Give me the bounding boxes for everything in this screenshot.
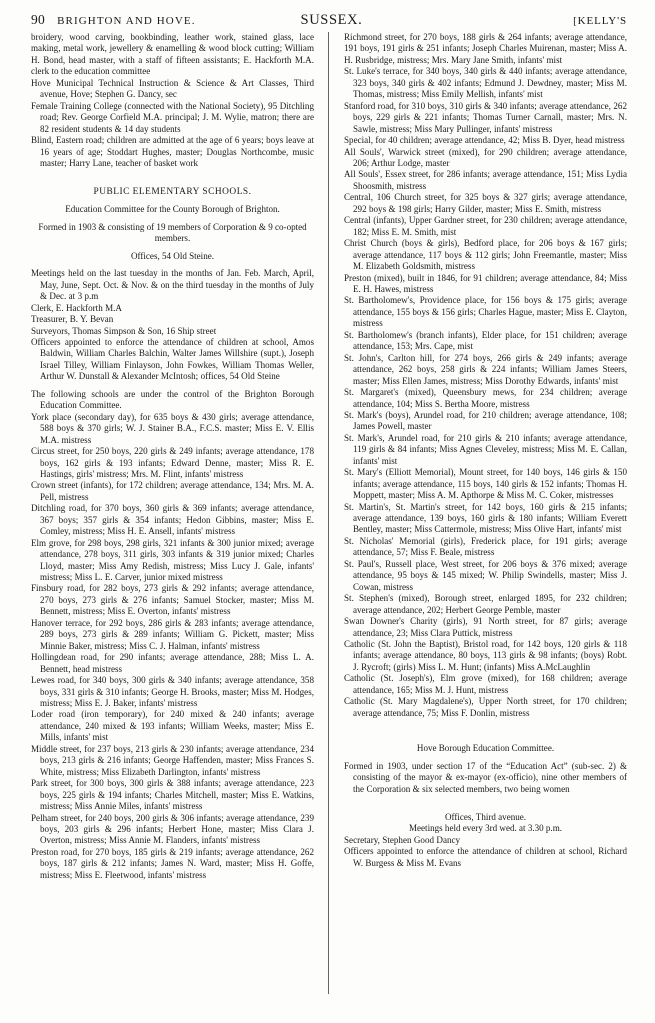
school-entry: St. Nicholas' Memorial (girls), Frederick place, for 191 girls; average attendance, 57; Miss F. Beale, mistress	[344, 535, 627, 558]
school-entry: Hollingdean road, for 290 infants; average attendance, 288; Miss L. A. Bennett, head mistress	[31, 652, 314, 674]
school-entry: St. Bartholomew's, Providence place, for 156 boys & 175 girls; average attendance, 155 boys & 156 girls; Charles Hague, master; Miss E. Clayton, mistress	[344, 295, 627, 329]
school-entry: Catholic (St. Mary Magdalene's), Upper North street, for 170 children; average attendance, 75; Miss F. Donlin, mistress	[344, 696, 627, 718]
running-head-left	[31, 12, 196, 28]
running-head-place: BRIGHTON AND HOVE.	[57, 15, 196, 27]
school-entry: Ditchling road, for 370 boys, 360 girls & 369 infants; average attendance, 367 boys; 357 girls & 354 infants; Hedon Gibbins, master; Miss E. Comley, mistress; Miss H. E. Ansell, infants' mistress	[31, 503, 314, 537]
running-head-publisher: [KELLY'S	[573, 15, 627, 27]
school-entry: Hanover terrace, for 292 boys, 286 girls & 283 infants; average attendance, 289 boys, 273 girls & 289 infants; William G. Pickett, master; Miss Minnie Baker, mistress; Miss C. J. Halman, infants' mistress	[31, 617, 314, 651]
official-attendance-officers: Officers appointed to enforce the attendance of children at school, Amos Baldwin, William Charles Balchin, Walter James Willshire (supt.), Joseph Israel Tilley, William Finlayson, John Fowkes, William Thomas Weller, Arthur W. Dunstall & Alexander McIntosh; offices, 54 Old Steine	[31, 336, 314, 382]
school-entry: St. Mark's, Arundel road, for 210 girls & 210 infants; average attendance, 119 girls & 84 infants; Miss Agnes Cleveley, mistress; Miss M. E. Callan, infants' mist	[344, 432, 627, 466]
running-head	[31, 12, 627, 30]
spacer	[344, 719, 627, 743]
school-entry: Loder road (iron temporary), for 240 mixed & 240 infants; average attendance, 240 mixed & 193 infants; William Weeks, master; Miss E. Mills, infants' mist	[31, 709, 314, 743]
school-entry: St. Stephen's (mixed), Borough street, enlarged 1895, for 232 children; average attendance, 202; Herbert George Pemble, master	[344, 593, 627, 615]
official-surveyors: Surveyors, Thomas Simpson & Son, 16 Ship street	[31, 325, 217, 336]
school-entry: Stanford road, for 310 boys, 310 girls & 340 infants; average attendance, 262 boys, 229 girls & 221 infants; Thomas Turner Carnall, master; Mrs. N. Sawle, mistress; Miss Mary Pullinger, infants' mistress	[344, 100, 627, 134]
right-column	[344, 32, 627, 1018]
school-entry: Park street, for 300 boys, 300 girls & 388 infants; average attendance, 223 boys, 225 girls & 194 infants; Charles Mitchell, master; Miss E. Watkins, mistress; Miss Annie Miles, infants' mistress	[31, 778, 314, 812]
school-entry: Lewes road, for 340 boys, 300 girls & 340 infants; average attendance, 358 boys, 331 girls & 310 infants; George H. Brooks, master; Miss M. Hodges, mistress; Miss E. J. Baker, infants' mistress	[31, 675, 314, 709]
school-entry: Richmond street, for 270 boys, 188 girls & 264 infants; average attendance, 191 boys, 191 girls & 251 infants; Joseph Charles Muirenan, master; Miss A. H. Rusbridge, mistress; Mrs. Mary Jane Smith, infants' mist	[344, 32, 627, 65]
school-entry: Catholic (St. John the Baptist), Bristol road, for 142 boys, 120 girls & 118 infants; average attendance, 80 boys, 113 girls & 98 infants; (boys) Robt. J. Rycroft; (girls) Miss L. M. Hunt; (infants) Miss A.McLaughlin	[344, 639, 627, 672]
school-entry: All Souls', Warwick street (mixed), for 290 children; average attendance, 206; Arthur Lodge, master	[344, 146, 627, 168]
school-entry: Crown street (infants), for 172 children; average attendance, 134; Mrs. M. A. Pell, mistress	[31, 480, 314, 502]
brighton-control-note: The following schools are under the control of the Brighton Borough Education Committee.	[31, 388, 314, 411]
entry-blind-school: Blind, Eastern road; children are admitted at the age of 6 years; boys leave at 16 years of age; Stoddart Hughes, master; Douglas Northcombe, music master; Harry Lane, teacher of basket work	[31, 135, 314, 168]
school-entry: St. Mary's (Elliott Memorial), Mount street, for 140 boys, 146 girls & 150 infants; average attendance, 115 boys, 140 girls & 152 infants; Thomas H. Moppett, master; Miss A. M. Apthorpe & Miss M. C. Coker, mistresses	[344, 467, 627, 501]
spacer	[344, 795, 627, 812]
school-entry: St. Luke's terrace, for 340 boys, 340 girls & 440 infants; average attendance, 323 boys, 340 girls & 402 infants; Edmund J. Dewdney, master; Miss M. Thomas, mistress; Miss Emily Mellish, infants' mist	[344, 66, 627, 100]
running-head-county: SUSSEX.	[300, 12, 363, 28]
school-entry: Catholic (St. Joseph's), Elm grove (mixed), for 168 children; average attendance, 165; Miss M. J. Hunt, mistress	[344, 673, 627, 695]
page-columns	[31, 32, 627, 1018]
school-entry: Central (infants), Upper Gardner street, for 230 children; average attendance, 182; Miss E. M. Smith, mist	[344, 215, 627, 237]
school-entry: St. Mark's (boys), Arundel road, for 210 children; average attendance, 108; James Powell, master	[344, 409, 627, 432]
school-entry: Preston (mixed), built in 1846, for 91 children; average attendance, 84; Miss E. H. Hawes, mistress	[344, 272, 627, 294]
official-treasurer: Treasurer, B. Y. Bevan	[31, 314, 114, 325]
school-entry: Middle street, for 237 boys, 213 girls & 230 infants; average attendance, 234 boys, 213 girls & 216 infants; George Haffenden, master; Miss Frances S. White, mistress; Miss Elizabeth Darlington, infants' mistress	[31, 743, 314, 777]
page-folio: 90	[31, 12, 46, 27]
school-entry: Pelham street, for 240 boys, 200 girls & 306 infants; average attendance, 239 boys, 203 girls & 296 infants; Herbert Hone, master; Miss Clara J. Overton, mistress; Miss Annie M. Flanders, infants' mistress	[31, 812, 314, 846]
hove-committee-offices: Offices, Third avenue.	[444, 812, 527, 822]
hove-committee-meetings: Meetings held every 3rd wed. at 3.30 p.m.	[408, 823, 562, 834]
section-title-public-elementary-schools: PUBLIC ELEMENTARY SCHOOLS.	[93, 187, 252, 198]
spacer	[31, 169, 314, 186]
school-entry: Special, for 40 children; average attendance, 42; Miss B. Dyer, head mistress	[344, 135, 625, 146]
school-entry: Central, 106 Church street, for 325 boys & 327 girls; average attendance, 292 boys & 198 girls; Harry Gilder, master; Miss E. Smith, mistress	[344, 192, 627, 214]
school-entry: Christ Church (boys & girls), Bedford place, for 206 boys & 167 girls; average attendance, 117 boys & 112 girls; John Freemantle, master; Miss M. Elizabeth Goldsmith, mistress	[344, 238, 627, 272]
school-entry: St. John's, Carlton hill, for 274 boys, 266 girls & 249 infants; average attendance, 262 boys, 258 girls & 224 infants; William James Steers, master; Miss Ellen James, mistress; Miss Dorothy Edwards, infants' mist	[344, 352, 627, 386]
hove-education-committee-title: Hove Borough Education Committee.	[416, 743, 555, 754]
hove-official-attendance-officers: Officers appointed to enforce the attendance of children at school, Richard W. Burgess & Miss M. Evans	[344, 846, 627, 868]
brighton-committee-meetings: Meetings held on the last tuesday in the months of Jan. Feb. March, April, May, June, Sept. Oct. & Nov. & on the third tuesday in the months of July & Dec. at 3 p.m	[31, 268, 314, 302]
school-entry: Finsbury road, for 282 boys, 273 girls & 292 infants; average attendance, 270 boys, 273 girls & 276 infants; Samuel Stocker, master; Miss M. Bennett, mistress; Miss E. Overton, infants' mistress	[31, 583, 314, 617]
brighton-education-committee-title: Education Committee for the County Borough of Brighton.	[65, 204, 280, 215]
school-entry: Preston road, for 270 boys, 185 girls & 219 infants; average attendance, 262 boys, 187 girls & 212 infants; James N. Ward, master; Miss H. Goffe, mistress; Miss E. Fleetwood, infants' mistress	[31, 846, 314, 880]
hove-official-secretary: Secretary, Stephen Good Dancy	[344, 834, 461, 845]
school-entry: St. Martin's, St. Martin's street, for 142 boys, 160 girls & 215 infants; average attendance, 139 boys, 160 girls & 180 infants; William Everett Bentley, master; Miss Cattermole, mistress; Miss Olive Hart, infants' mist	[344, 501, 627, 535]
school-entry: York place (secondary day), for 635 boys & 430 girls; average attendance, 588 boys & 370 girls; W. J. Stainer B.A., F.C.S. master; Miss E. V. Ellis M.A. mistress	[31, 411, 314, 445]
column-divider-rule	[328, 32, 329, 994]
school-entry: Elm grove, for 298 boys, 298 girls, 321 infants & 300 junior mixed; average attendance, 278 boys, 311 girls, 303 infants & 319 junior mixed; Charles Lloyd, master; Miss Amy Redish, mistress; Miss Lucy J. Gale, infants' mistress; Miss L. E. Carver, junior mixed mistress	[31, 537, 314, 583]
school-entry: St. Paul's, Russell place, West street, for 206 boys & 376 mixed; average attendance, 95 boys & 145 mixed; W. Philip Swindells, master; Miss J. Cowan, mistress	[344, 558, 627, 592]
school-entry: Circus street, for 250 boys, 220 girls & 249 infants; average attendance, 178 boys, 162 girls & 193 infants; Edward Denne, master; Miss R. E. Hastings, girls' mistress; Mrs. M. Flint, infants' mistress	[31, 446, 314, 479]
left-column	[31, 32, 314, 1018]
school-entry: St. Margaret's (mixed), Queensbury mews, for 234 children; average attendance, 104; Miss S. Bertha Moore, mistress	[344, 387, 627, 409]
hove-committee-formed-note: Formed in 1903, under section 17 of the “Education Act” (sub-sec. 2) & consisting of the mayor & ex-mayor (ex-officio), nine other members of the Corporation & six selected members, two being women	[344, 760, 627, 794]
brighton-committee-offices: Offices, 54 Old Steine.	[131, 250, 214, 261]
school-entry: St. Bartholomew's (branch infants), Elder place, for 151 children; average attendance, 153; Mrs. Cape, mist	[344, 329, 627, 352]
school-entry: Swan Downer's Charity (girls), 91 North street, for 87 girls; average attendance, 23; Miss Clara Puttick, mistress	[344, 616, 627, 638]
official-clerk: Clerk, E. Hackforth M.A	[31, 302, 122, 313]
entry-continued: broidery, wood carving, bookbinding, leather work, stained glass, lace making, metal work, jewellery & enamelling & wood block cutting; William H. Bond, head master, with a staff of fifteen assistants; E. Hackforth M.A. clerk to the education committee	[31, 32, 314, 77]
entry-hove-technical-classes: Hove Municipal Technical Instruction & Science & Art Classes, Third avenue, Hove; Stephen G. Dancy, sec	[31, 77, 314, 100]
school-entry: All Souls', Essex street, for 286 infants; average attendance, 151; Miss Lydia Shoosmith, mistress	[344, 169, 627, 191]
entry-female-training-college: Female Training College (connected with the National Society), 95 Ditchling road; Rev. George Corfield M.A. principal; J. M. Wylie, matron; there are 82 resident students & 14 day students	[31, 100, 314, 134]
brighton-committee-formed-note: Formed in 1903 & consisting of 19 members of Corporation & 9 co-opted members.	[38, 221, 307, 244]
